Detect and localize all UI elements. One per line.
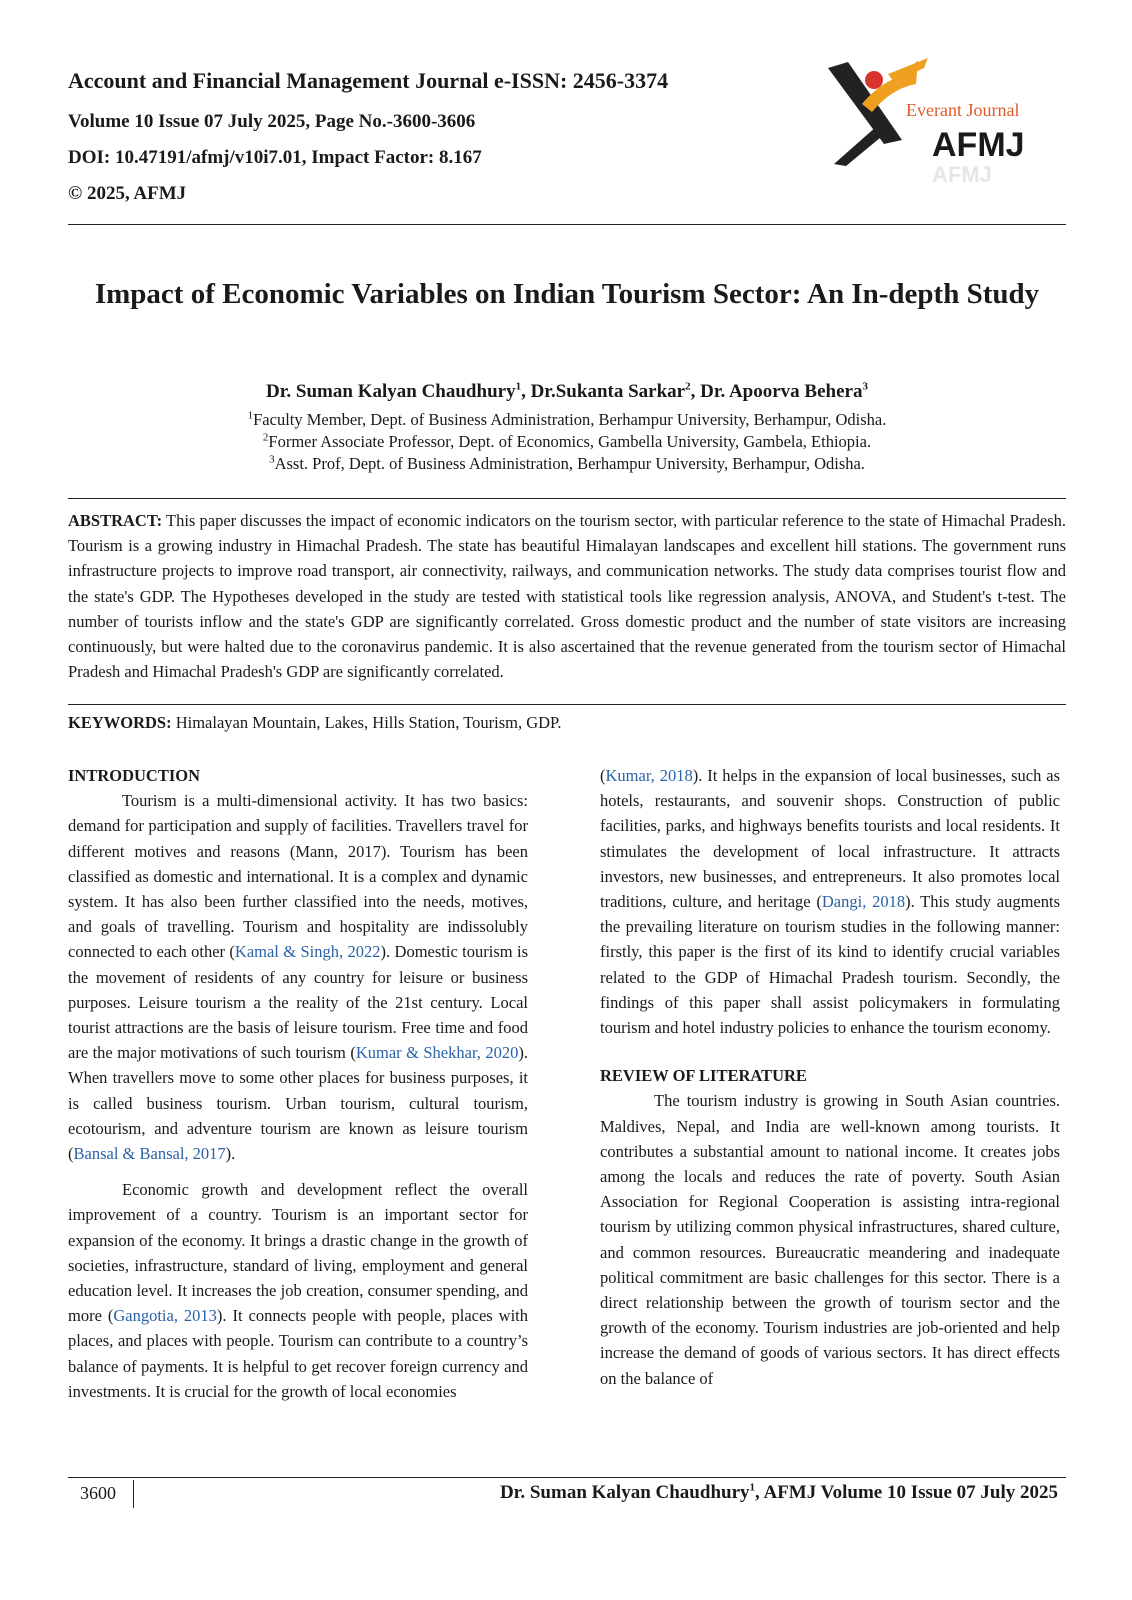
afmj-logo-icon — [828, 54, 1064, 200]
citation-link[interactable]: Dangi, 2018 — [821, 892, 906, 912]
logo-caption: Everant Journal — [906, 100, 1020, 120]
intro-paragraph-continued — [600, 763, 1060, 1040]
affiliation-text: Asst. Prof, Dept. of Business Administration, Berhampur University, Berhampur, Odisha. — [274, 454, 865, 473]
citation-link[interactable]: Gangotia, 2013 — [113, 1306, 217, 1326]
abstract-bottom-rule — [68, 704, 1066, 705]
section-heading-review: REVIEW OF LITERATURE — [600, 1066, 807, 1086]
doi-info: DOI: 10.47191/afmj/v10i7.01, Impact Factor: 8.167 — [68, 147, 482, 168]
citation-link[interactable]: Kumar & Shekhar, 2020 — [355, 1043, 519, 1063]
affiliation — [68, 454, 1066, 474]
logo-reflection: AFMJ — [932, 162, 992, 187]
paper-title: Impact of Economic Variables on Indian Tourism Sector: An In-depth Study — [94, 278, 1040, 310]
abstract — [68, 508, 1066, 684]
keywords-text: Himalayan Mountain, Lakes, Hills Station, Tourism, GDP. — [171, 713, 562, 732]
author-sup: 3 — [862, 380, 868, 393]
body-text: ). When travellers move to some other places for business purposes, it is called business tourism. Urban tourism, cultural tourism, ecotourism, and adventure tourism are known as leisure tourism ( — [68, 1043, 528, 1164]
abstract-label: ABSTRACT: — [68, 511, 163, 530]
body-text: Tourism is a multi-dimensional activity. It has two basics: demand for participation and supply of facilities. Travellers travel for different motives and reasons (Mann, 2017). Tourism has been classified as domestic and international. It is a complex and dynamic system. It has also been further classified into the needs, motives, and goals of travelling. Tourism and hospitality are indissolubly connected to each other ( — [68, 791, 528, 962]
page-number: 3600 — [80, 1483, 116, 1503]
body-text: ). It helps in the expansion of local businesses, such as hotels, restaurants, and souvenir shops. Construction of public facilities, parks, and highways benefits tourists and local residents. It stimulates the development of local infrastructure. It attracts investors, new businesses, and entrepreneurs. It also promotes local traditions, culture, and heritage ( — [600, 766, 1060, 912]
header-rule — [68, 224, 1066, 225]
copyright: © 2025, AFMJ — [68, 183, 187, 204]
author-sep: , — [690, 381, 701, 402]
intro-paragraph-2 — [68, 1177, 528, 1404]
body-text: ( — [600, 766, 606, 785]
body-text: Economic growth and development reflect the overall improvement of a country. Tourism is an important sector for expansion of the economy. It brings a drastic change in the growth of societies, infrastructure, standard of living, employment and general education level. It increases the job creation, consumer spending, and more ( — [68, 1180, 528, 1326]
body-text: ). — [225, 1144, 236, 1164]
affiliation — [68, 410, 1066, 430]
afmj-logo — [828, 54, 1064, 200]
affiliation-text: Faculty Member, Dept. of Business Administration, Berhampur University, Berhampur, Odisha. — [253, 410, 887, 429]
affiliation-sup: 1 — [247, 409, 254, 422]
author-sup: 2 — [685, 380, 691, 393]
keywords — [68, 713, 1066, 733]
body-text: ). Domestic tourism is the movement of residents of any country for leisure or business purposes. Leisure tourism a the reality of the 21st century. Local tourist attractions are the basis of leisure tourism. Free time and food are the major motivations of such tourism ( — [68, 942, 529, 1063]
author-name: Dr.Sukanta Sarkar — [530, 381, 686, 402]
keywords-label: KEYWORDS: — [68, 713, 172, 732]
running-footer — [500, 1482, 1058, 1504]
footer-sup: 1 — [749, 1481, 756, 1494]
right-column — [600, 763, 1060, 1391]
citation-link[interactable]: Kumar, 2018 — [605, 766, 693, 785]
section-heading-introduction: INTRODUCTION — [68, 766, 201, 785]
author-sup: 1 — [515, 380, 522, 393]
footer-rule — [68, 1477, 1066, 1478]
intro-paragraph-1 — [68, 788, 528, 1166]
affiliation-text: Former Associate Professor, Dept. of Economics, Gambella University, Gambela, Ethiopia. — [268, 432, 872, 451]
abstract-top-rule — [68, 498, 1066, 499]
body-text: ). It connects people with people, places with places, and places with people. Tourism can contribute to a country’s balance of payments. It is helpful to get recover foreign currency and investments. It is crucial for the growth of local economies — [68, 1306, 528, 1401]
citation-link[interactable]: Bansal & Bansal, 2017 — [73, 1144, 226, 1164]
review-paragraph-1: The tourism industry is growing in South Asian countries. Maldives, Nepal, and India are well-known among tourists. It contributes a substantial amount to national income. It creates jobs among the locals and reduces the rate of poverty. South Asian Association for Regional Cooperation is assisting intra-regional tourism by utilizing common physical infrastructures, shared culture, and common resources. Bureaucratic meandering and inadequate political commitment are basic challenges for this sector. There is a direct relationship between the growth of tourism sector and the growth of the economy. Tourism industries are job-oriented and help increase the demand of goods of various sectors. It has direct effects on the balance of — [600, 1091, 1060, 1388]
journal-name: Account and Financial Management Journal e-ISSN: 2456-3374 — [68, 68, 669, 93]
left-column — [68, 763, 528, 1404]
footer-journal: , AFMJ Volume 10 Issue 07 July 2025 — [755, 1482, 1058, 1503]
author-name: Dr. Apoorva Behera — [700, 381, 863, 402]
abstract-text: This paper discusses the impact of economic indicators on the tourism sector, with particular reference to the state of Himachal Pradesh. Tourism is a growing industry in Himachal Pradesh. The state has beautiful Himalayan landscapes and excellent hill stations. The government runs infrastructure projects to improve road transport, air connectivity, railways, and communication networks. The study data comprises tourist flow and the state's GDP. The Hypotheses developed in the study are tested with statistical tools like regression analysis, ANOVA, and Student's t-test. The number of tourists inflow and the state's GDP are significantly correlated. Gross domestic product and the number of state visitors are increasing continuously, but were halted due to the coronavirus pandemic. It is also ascertained that the revenue generated from the tourism sector of Himachal Pradesh and Himachal Pradesh's GDP are significantly correlated. — [68, 511, 1066, 682]
affiliation-sup: 2 — [262, 431, 269, 444]
footer-author: Dr. Suman Kalyan Chaudhury — [499, 1482, 750, 1503]
author-name: Dr. Suman Kalyan Chaudhury — [266, 381, 516, 402]
author-list — [68, 381, 1066, 403]
body-text: ). This study augments the prevailing literature on tourism studies in the following manner: firstly, this paper is the first of its kind to identify crucial variables related to the GDP of Himachal Pradesh tourism. Secondly, the findings of this paper shall assist policymakers in formulating tourism and hotel industry policies to enhance the tourism economy. — [600, 892, 1061, 1038]
logo-wordmark: AFMJ — [932, 126, 1025, 164]
author-sep: , — [521, 381, 531, 402]
citation-link[interactable]: Kamal & Singh, 2022 — [234, 942, 381, 962]
volume-info: Volume 10 Issue 07 July 2025, Page No.-3600-3606 — [68, 111, 476, 132]
affiliation-sup: 3 — [269, 453, 275, 466]
affiliation — [68, 432, 1066, 452]
footer-separator — [133, 1480, 134, 1508]
